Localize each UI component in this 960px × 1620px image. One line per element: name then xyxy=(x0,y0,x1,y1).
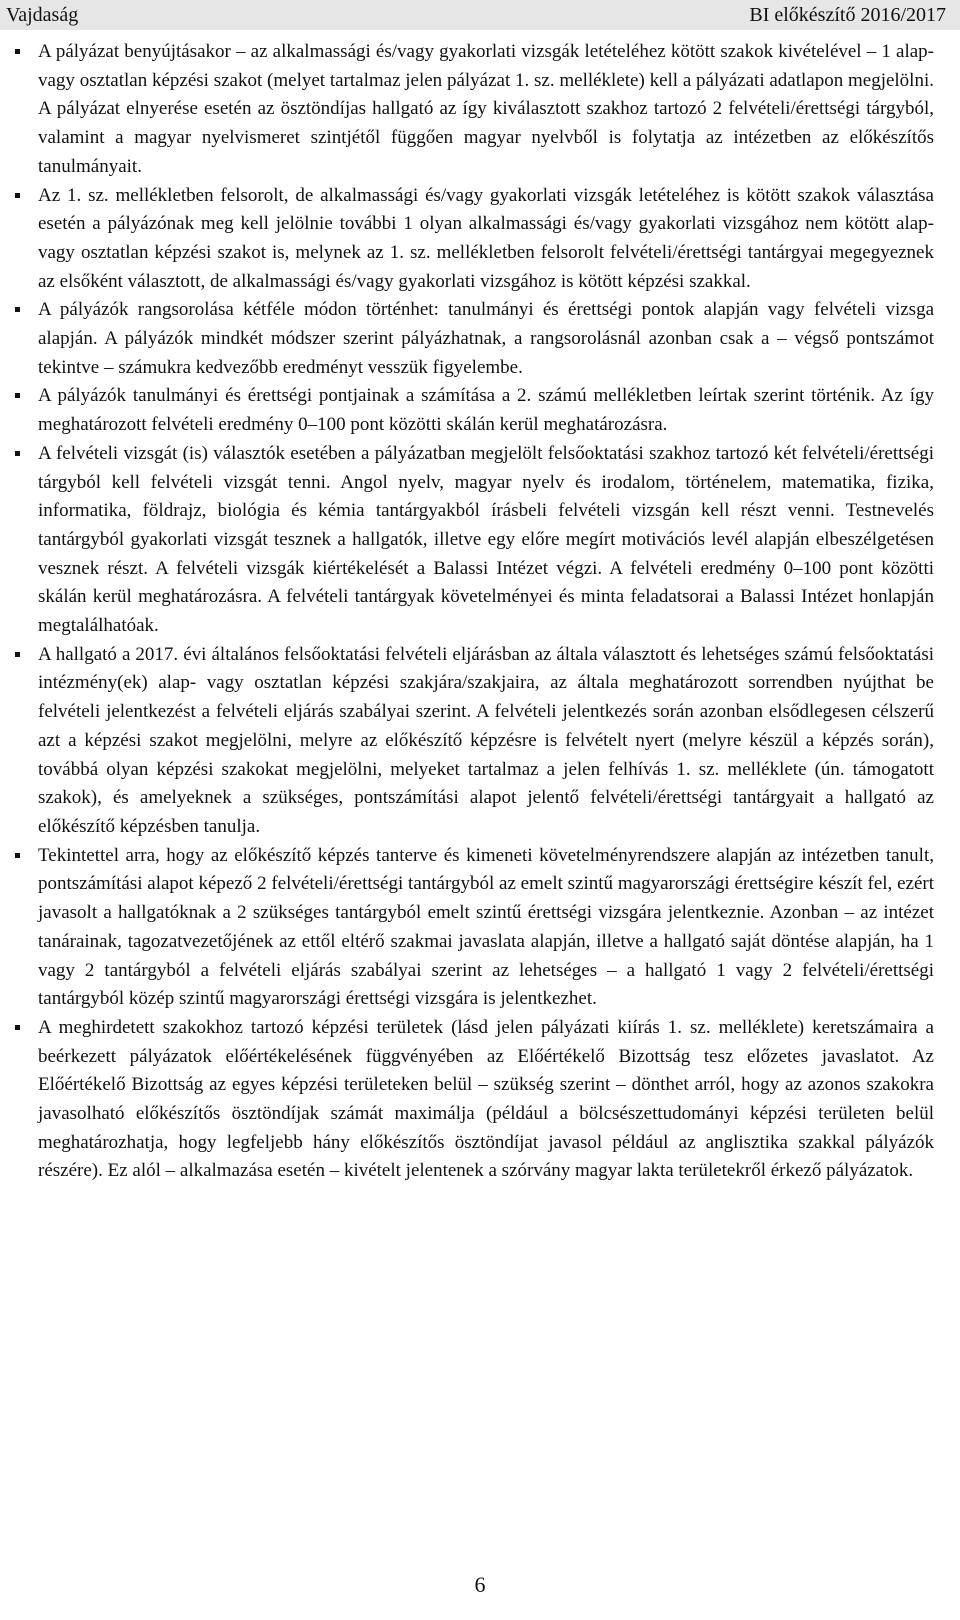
list-item xyxy=(12,641,934,842)
paragraph: A meghirdetett szakokhoz tartozó képzési területek (lásd jelen pályázati kiírás 1. sz. melléklete) keretszámaira a beérkezett pályázatok előértékelésének függvényében az Előértékelő Bizottság tesz előzetes javaslatot. Az Előértékelő Bizottság az egyes képzési területeken belül – szükség szerint – dönthet arról, hogy az azonos szakokra javasolható előkészítős ösztöndíjak számát maximálja (például a bölcsészettudományi képzési területen belül meghatározhatja, hogy legfeljebb hány előkészítős ösztöndíjat javasol például az anglisztika szakkal pályázók részére). Ez alól – alkalmazása esetén – kivételt jelentenek a szórvány magyar lakta területekről érkező pályázatok. xyxy=(38,1016,934,1182)
square-bullet-icon xyxy=(12,641,38,669)
square-bullet-icon xyxy=(12,38,38,66)
page-number: 6 xyxy=(474,1572,486,1597)
bullet-list xyxy=(12,38,934,1186)
list-item xyxy=(12,296,934,382)
list-item xyxy=(12,38,934,182)
paragraph: A pályázat benyújtásakor – az alkalmassági és/vagy gyakorlati vizsgák letételéhez kötött szakok kivételével – 1 alap- vagy osztatlan képzési szakot (melyet tartalmaz jelen pályázat 1. sz. melléklete) kell a pályázati adatlapon megjelölni. A pályázat elnyerése esetén az ösztöndíjas hallgató az így kiválasztott szakhoz tartozó 2 felvételi/érettségi tárgyból, valamint a magyar nyelvismeret szintjétől függően magyar nyelvből is folytatja az intézetben az előkészítős tanulmányait. xyxy=(38,41,934,177)
paragraph: A hallgató a 2017. évi általános felsőoktatási felvételi eljárásban az általa választott és lehetséges számú felsőoktatási intézmény(ek) alap- vagy osztatlan képzési szakjára/szakjaira, az általa meghatározott sorrendben nyújthat be felvételi jelentkezést a felvételi eljárás szabályai szerint. A felvételi jelentkezés során azonban elsődlegesen célszerű azt a képzési szakot megjelölni, melyre az előkészítő képzésre is felvételt nyert (melyre készül a képzés során), továbbá olyan képzési szakokat megjelölni, melyeket tartalmaz a jelen felhívás 1. sz. melléklete (ún. támogatott szakok), és amelyeknek a szükséges, pontszámítási alapot jelentő felvételi/érettségi tantárgyait a hallgató az előkészítő képzésben tanulja. xyxy=(38,643,934,837)
list-item xyxy=(12,842,934,1014)
paragraph: A pályázók tanulmányi és érettségi pontjainak a számítása a 2. számú mellékletben leírtak szerint történik. Az így meghatározott felvételi eredmény 0–100 pont közötti skálán kerül meghatározásra. xyxy=(38,385,934,436)
square-bullet-icon xyxy=(12,842,38,870)
page-header xyxy=(0,0,960,30)
square-bullet-icon xyxy=(12,182,38,210)
header-right: BI előkészítő 2016/2017 xyxy=(749,4,946,26)
paragraph: Tekintettel arra, hogy az előkészítő képzés tanterve és kimeneti követelményrendszere alapján az intézetben tanult, pontszámítási alapot képező 2 felvételi/érettségi tantárgyból az emelt szintű magyarországi érettségire készít fel, ezért javasolt a hallgatóknak a 2 szükséges tantárgyból emelt szintű érettségi vizsgára jelentkeznie. Azonban – az intézet tanárainak, tagozatvezetőjének az ettől eltérő szakmai javaslata alapján, illetve a hallgató saját döntése alapján, ha 1 vagy 2 tantárgyból a felvételi eljárás szabályai szerint az lehetséges – a hallgató 1 vagy 2 felvételi/érettségi tantárgyból közép szintű magyarországi érettségi vizsgára is jelentkezhet. xyxy=(38,844,934,1010)
paragraph: A pályázók rangsorolása kétféle módon történhet: tanulmányi és érettségi pontok alapján vagy felvételi vizsga alapján. A pályázók mindkét módszer szerint pályázhatnak, a rangsorolásnál azonban csak a – végső pontszámot tekintve – számukra kedvezőbb eredményt vesszük figyelembe. xyxy=(38,299,934,378)
paragraph: Az 1. sz. mellékletben felsorolt, de alkalmassági és/vagy gyakorlati vizsgák letételéhez is kötött szakok választása esetén a pályázónak meg kell jelölnie további 1 olyan alkalmassági és/vagy gyakorlati vizsgához nem kötött alap- vagy osztatlan képzési szakot is, melynek az 1. sz. mellékletben felsorolt felvételi/érettségi tantárgyai megegyeznek az elsőként választott, de alkalmassági és/vagy gyakorlati vizsgához is kötött képzési szakkal. xyxy=(38,184,934,292)
square-bullet-icon xyxy=(12,1014,38,1042)
list-item xyxy=(12,1014,934,1186)
list-item xyxy=(12,382,934,439)
square-bullet-icon xyxy=(12,440,38,468)
header-left: Vajdaság xyxy=(6,4,79,26)
list-item xyxy=(12,182,934,297)
list-item xyxy=(12,440,934,641)
square-bullet-icon xyxy=(12,382,38,410)
square-bullet-icon xyxy=(12,296,38,324)
paragraph: A felvételi vizsgát (is) választók esetében a pályázatban megjelölt felsőoktatási szakhoz tartozó két felvételi/érettségi tárgyból kell felvételi vizsgát tenni. Angol nyelv, magyar nyelv és irodalom, történelem, matematika, fizika, informatika, földrajz, biológia és kémia tantárgyakból írásbeli felvételi vizsgán kell részt venni. Testnevelés tantárgyból gyakorlati vizsgát tesznek a hallgatók, illetve egy előre megírt motivációs levél alapján elbeszélgetésen vesznek részt. A felvételi vizsgák kiértékelését a Balassi Intézet végzi. A felvételi eredmény 0–100 pont közötti skálán kerül meghatározásra. A felvételi tantárgyak követelményei és minta feladatsorai a Balassi Intézet honlapján megtalálhatóak. xyxy=(38,442,934,637)
